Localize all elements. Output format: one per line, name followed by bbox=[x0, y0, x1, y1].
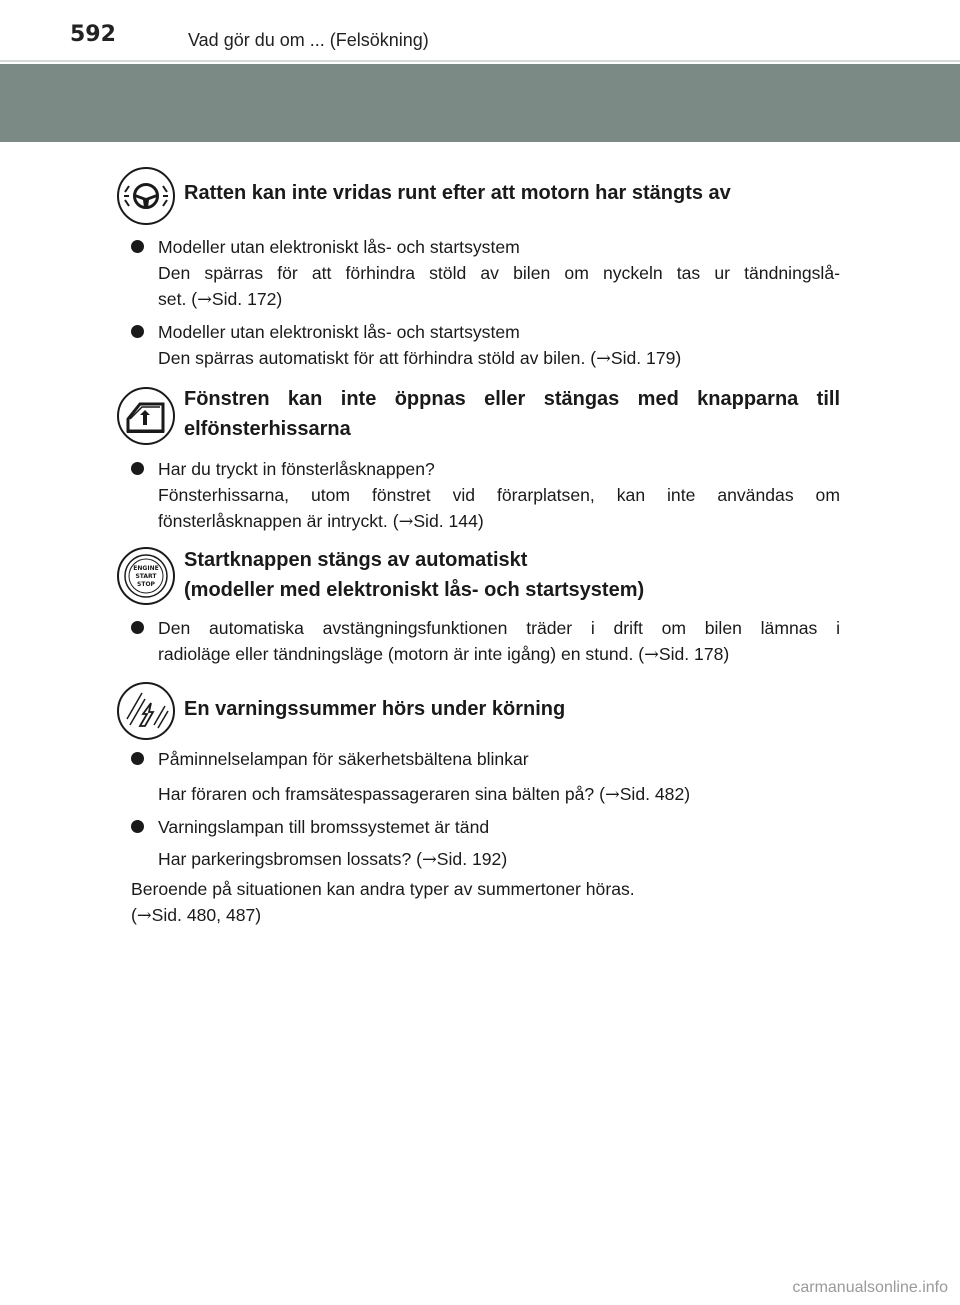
bullet-icon bbox=[131, 820, 144, 833]
item-body: Den automatiska avstängningsfunktionen träder i drift om bilen lämnas i bbox=[158, 618, 840, 638]
icon-label: ENGINE bbox=[133, 565, 159, 572]
bullet-icon bbox=[131, 752, 144, 765]
item-body: Den spärras för att förhindra stöld av bilen om nyckeln tas ur tändningslå- bbox=[158, 263, 840, 283]
header-divider bbox=[0, 60, 960, 62]
arrow-icon: → bbox=[136, 906, 152, 926]
bullet-icon bbox=[131, 240, 144, 253]
steering-lock-icon bbox=[116, 166, 176, 226]
power-window-icon bbox=[116, 386, 176, 446]
icon-label: START bbox=[135, 573, 157, 580]
section-title: En varningssummer hörs under körning bbox=[184, 698, 566, 720]
arrow-icon: → bbox=[596, 349, 611, 369]
section-title-line2: (modeller med elektroniskt lås- och startsystem) bbox=[184, 579, 645, 601]
item-body-ref: fönsterlåsknappen är intryckt. (→Sid. 144) bbox=[158, 511, 484, 532]
section-title-line2: elfönsterhissarna bbox=[184, 418, 351, 440]
page-number: 592 bbox=[70, 22, 116, 47]
section-title: Ratten kan inte vridas runt efter att motorn har stängts av bbox=[184, 182, 731, 204]
chapter-title: Vad gör du om ... (Felsökning) bbox=[188, 30, 429, 50]
arrow-icon: → bbox=[644, 645, 659, 665]
item-body-ref: Har föraren och framsätespassageraren sina bälten på? (→Sid. 482) bbox=[158, 784, 691, 805]
bullet-icon bbox=[131, 462, 144, 475]
arrow-icon: → bbox=[604, 785, 620, 805]
item-heading: Har du tryckt in fönsterlåsknappen? bbox=[158, 459, 435, 479]
item-heading: Varningslampan till bromssystemet är tänd bbox=[158, 817, 490, 837]
item-body-ref: Har parkeringsbromsen lossats? (→Sid. 192) bbox=[158, 849, 508, 870]
arrow-icon: → bbox=[197, 290, 212, 310]
item-heading: Modeller utan elektroniskt lås- och startsystem bbox=[158, 237, 520, 257]
engine-start-stop-icon bbox=[116, 546, 176, 606]
item-heading: Modeller utan elektroniskt lås- och startsystem bbox=[158, 322, 520, 342]
arrow-icon: → bbox=[398, 512, 414, 532]
bullet-icon bbox=[131, 325, 144, 338]
section-title-line1: Fönstren kan inte öppnas eller stängas med knapparna till bbox=[184, 388, 840, 410]
item-heading: Påminnelselampan för säkerhetsbältena blinkar bbox=[158, 749, 529, 769]
item-body-ref: set. (→Sid. 172) bbox=[158, 289, 283, 310]
note-ref: (→Sid. 480, 487) bbox=[131, 905, 262, 926]
section-title-line1: Startknappen stängs av automatiskt bbox=[184, 549, 528, 571]
bullet-icon bbox=[131, 621, 144, 634]
arrow-icon: → bbox=[422, 850, 437, 870]
icon-label: STOP bbox=[137, 581, 155, 588]
item-body-ref: Den spärras automatiskt för att förhindra stöld av bilen. (→Sid. 179) bbox=[158, 348, 682, 369]
note-text: Beroende på situationen kan andra typer av summertoner höras. bbox=[131, 879, 635, 899]
header-band bbox=[0, 64, 960, 142]
item-body: Fönsterhissarna, utom fönstret vid förarplatsen, kan inte användas om bbox=[158, 485, 840, 505]
item-body-ref: radioläge eller tändningsläge (motorn är inte igång) en stund. (→Sid. 178) bbox=[158, 644, 730, 665]
page-header bbox=[0, 0, 960, 60]
warning-buzzer-icon bbox=[116, 681, 176, 741]
watermark: carmanualsonline.info bbox=[792, 1279, 948, 1296]
